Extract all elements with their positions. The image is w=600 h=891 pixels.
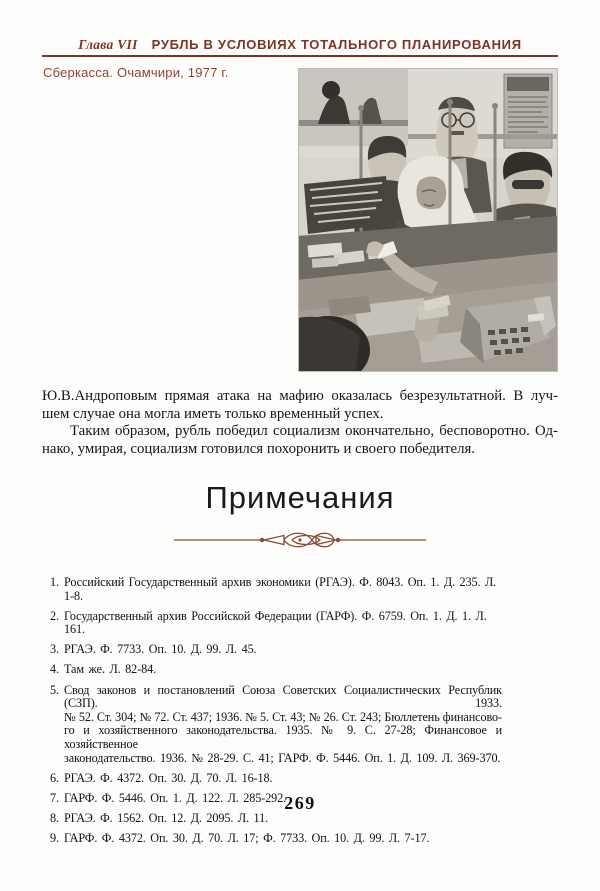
reference-text: го и хозяйственного законодательства. 1935. № 9. С. 27-28; Финансовое и хозяйственное: [64, 723, 502, 751]
reference-number: 3.: [50, 642, 59, 657]
page-number: 269: [284, 793, 316, 813]
reference-number: 5.: [50, 682, 59, 697]
reference-number: 6.: [50, 770, 59, 785]
reference-item: [50, 684, 502, 766]
chapter-header: [42, 36, 558, 54]
reference-text: ГАРФ. Ф. 4372. Оп. 30. Д. 70. Л. 17; Ф. 7733. Оп. 10. Д. 99. Л. 7-17.: [64, 830, 430, 845]
photo-reversed-sign: [304, 176, 390, 234]
photo-illustration: [298, 68, 558, 372]
reference-number: 7.: [50, 790, 59, 805]
reference-item: [50, 610, 502, 637]
body-line: шем случае она могла иметь только временный успех.: [42, 405, 384, 422]
reference-text: РГАЭ. Ф. 4372. Оп. 30. Д. 70. Л. 16-18.: [64, 770, 273, 785]
reference-item: [50, 663, 502, 677]
reference-number: 1.: [50, 575, 59, 589]
ornamental-divider-icon: [174, 528, 426, 552]
reference-item: [50, 832, 502, 846]
reference-text: № 52. Ст. 304; № 72. Ст. 437; 1936. № 5. Ст. 43; № 26. Ст. 243; Бюллетень финансово-: [64, 709, 502, 724]
photo-background-figures: [298, 68, 408, 146]
reference-text: законодательство. 1936. № 28-29. С. 41; ГАРФ. Ф. 5446. Оп. 1. Д. 109. Л. 369-370.: [64, 750, 501, 765]
chapter-title: РУБЛЬ В УСЛОВИЯХ ТОТАЛЬНОГО ПЛАНИРОВАНИЯ: [151, 37, 522, 52]
reference-text: Государственный архив Российской Федерации (ГАРФ). Ф. 6759. Оп. 1. Д. 1. Л. 161.: [64, 608, 487, 637]
reference-text: ГАРФ. Ф. 5446. Оп. 1. Д. 122. Л. 285-292.: [64, 790, 287, 805]
reference-item: [50, 772, 502, 786]
savings-bank-photo: [298, 68, 558, 372]
body-line: нако, умирая, социализм готовился похоронить и своего победителя.: [42, 440, 475, 457]
body-text: [42, 388, 558, 458]
reference-text: РГАЭ. Ф. 1562. Оп. 12. Д. 2095. Л. 11.: [64, 810, 269, 825]
header-rule: [42, 55, 558, 57]
reference-number: 4.: [50, 662, 59, 677]
reference-text: Там же. Л. 82-84.: [64, 662, 157, 677]
reference-number: 2.: [50, 608, 59, 623]
reference-number: 8.: [50, 810, 59, 825]
reference-item: [50, 576, 502, 603]
figure-caption: Сберкасса. Очамчири, 1977 г.: [43, 65, 229, 80]
reference-text: Свод законов и постановлений Союза Советских Социалистических Республик (СЗП). 1933.: [64, 682, 502, 711]
reference-item: [50, 643, 502, 657]
reference-text: Российский Государственный архив экономики (РГАЭ). Ф. 8043. Оп. 1. Д. 235. Л. 1-8.: [64, 575, 497, 603]
notes-heading: Примечания: [205, 480, 395, 515]
chapter-label: Глава VII: [78, 37, 138, 52]
reference-number: 9.: [50, 830, 59, 845]
body-line: Ю.В.Андроповым прямая атака на мафию оказалась безрезультатной. В луч-: [42, 388, 558, 404]
reference-text: РГАЭ. Ф. 7733. Оп. 10. Д. 99. Л. 45.: [64, 642, 257, 657]
body-line: Таким образом, рубль победил социализм окончательно, бесповоротно. Од-: [70, 423, 558, 440]
